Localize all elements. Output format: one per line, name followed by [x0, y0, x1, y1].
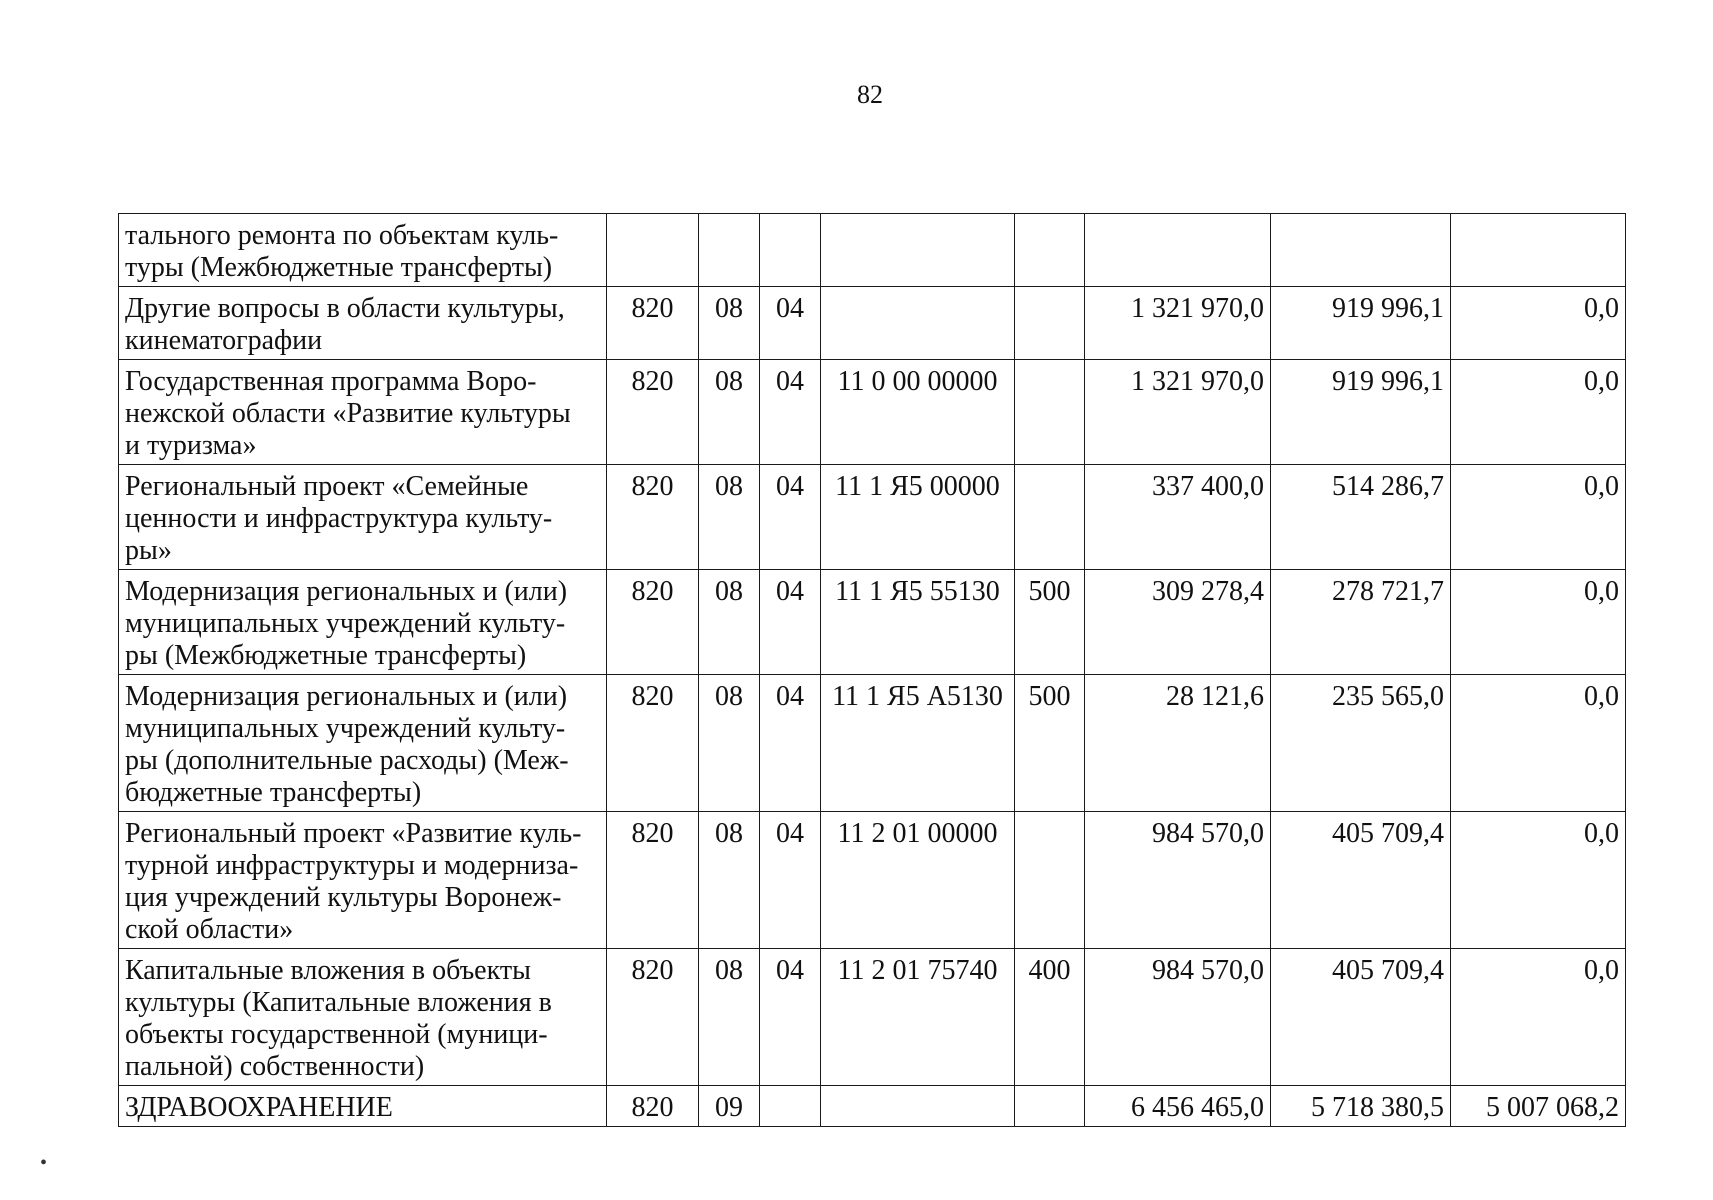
row-amount-2-cell: 405 709,4	[1271, 949, 1451, 1086]
row-admin-code-cell: 820	[607, 1086, 699, 1127]
row-subsection-code-cell: 04	[760, 812, 821, 949]
table-row	[119, 949, 1626, 1086]
budget-table	[118, 213, 1626, 1127]
row-admin-code-cell: 820	[607, 812, 699, 949]
row-amount-1-cell: 28 121,6	[1085, 675, 1271, 812]
row-amount-1-cell: 1 321 970,0	[1085, 360, 1271, 465]
row-amount-2-cell	[1271, 214, 1451, 287]
row-amount-2-cell: 919 996,1	[1271, 287, 1451, 360]
row-section-code-cell: 08	[699, 360, 760, 465]
table-row	[119, 675, 1626, 812]
row-name-cell: Модернизация региональных и (или) муниципальных учреждений культу- ры (Межбюджетные трансферты)	[119, 570, 607, 675]
row-target-article-cell: 11 1 Я5 55130	[821, 570, 1015, 675]
row-subsection-code-cell: 04	[760, 465, 821, 570]
row-expense-type-cell: 400	[1015, 949, 1085, 1086]
row-amount-3-cell: 0,0	[1451, 812, 1626, 949]
row-section-code-cell: 08	[699, 465, 760, 570]
row-name-cell: ЗДРАВООХРАНЕНИЕ	[119, 1086, 607, 1127]
row-subsection-code-cell: 04	[760, 360, 821, 465]
row-amount-2-cell: 278 721,7	[1271, 570, 1451, 675]
budget-table-body	[119, 214, 1626, 1127]
row-section-code-cell	[699, 214, 760, 287]
row-expense-type-cell	[1015, 1086, 1085, 1127]
row-amount-3-cell	[1451, 214, 1626, 287]
row-name-cell: Капитальные вложения в объекты культуры (Капитальные вложения в объекты государственной (муници- пальной) собственности)	[119, 949, 607, 1086]
row-amount-2-cell: 235 565,0	[1271, 675, 1451, 812]
row-name-cell: Региональный проект «Развитие куль- турной инфраструктуры и модерниза- ция учреждений культуры Воронеж- ской области»	[119, 812, 607, 949]
row-section-code-cell: 08	[699, 949, 760, 1086]
row-amount-3-cell: 0,0	[1451, 949, 1626, 1086]
row-subsection-code-cell: 04	[760, 570, 821, 675]
table-row	[119, 812, 1626, 949]
row-expense-type-cell	[1015, 360, 1085, 465]
row-target-article-cell: 11 0 00 00000	[821, 360, 1015, 465]
row-target-article-cell: 11 2 01 00000	[821, 812, 1015, 949]
row-subsection-code-cell: 04	[760, 949, 821, 1086]
row-amount-2-cell: 5 718 380,5	[1271, 1086, 1451, 1127]
row-name-cell: Другие вопросы в области культуры, кинематографии	[119, 287, 607, 360]
row-target-article-cell: 11 2 01 75740	[821, 949, 1015, 1086]
table-row	[119, 214, 1626, 287]
row-name-cell: Модернизация региональных и (или) муниципальных учреждений культу- ры (дополнительные расходы) (Меж- бюджетные трансферты)	[119, 675, 607, 812]
row-expense-type-cell	[1015, 214, 1085, 287]
row-amount-1-cell: 337 400,0	[1085, 465, 1271, 570]
row-amount-3-cell: 0,0	[1451, 465, 1626, 570]
row-expense-type-cell	[1015, 287, 1085, 360]
row-target-article-cell	[821, 287, 1015, 360]
table-row	[119, 570, 1626, 675]
row-admin-code-cell: 820	[607, 675, 699, 812]
row-expense-type-cell: 500	[1015, 570, 1085, 675]
row-amount-2-cell: 919 996,1	[1271, 360, 1451, 465]
row-target-article-cell: 11 1 Я5 00000	[821, 465, 1015, 570]
row-amount-1-cell: 984 570,0	[1085, 812, 1271, 949]
row-amount-3-cell: 5 007 068,2	[1451, 1086, 1626, 1127]
row-amount-1-cell: 309 278,4	[1085, 570, 1271, 675]
row-section-code-cell: 08	[699, 675, 760, 812]
scan-speck: •	[40, 1152, 48, 1174]
row-name-cell: Региональный проект «Семейные ценности и инфраструктура культу- ры»	[119, 465, 607, 570]
row-name-cell: тального ремонта по объектам куль- туры (Межбюджетные трансферты)	[119, 214, 607, 287]
row-amount-2-cell: 405 709,4	[1271, 812, 1451, 949]
row-expense-type-cell	[1015, 465, 1085, 570]
row-amount-2-cell: 514 286,7	[1271, 465, 1451, 570]
row-expense-type-cell: 500	[1015, 675, 1085, 812]
row-admin-code-cell: 820	[607, 465, 699, 570]
row-amount-1-cell	[1085, 214, 1271, 287]
row-subsection-code-cell	[760, 1086, 821, 1127]
row-target-article-cell	[821, 1086, 1015, 1127]
row-subsection-code-cell: 04	[760, 675, 821, 812]
page-number: 82	[857, 80, 883, 109]
row-section-code-cell: 08	[699, 287, 760, 360]
row-admin-code-cell: 820	[607, 360, 699, 465]
row-subsection-code-cell	[760, 214, 821, 287]
row-expense-type-cell	[1015, 812, 1085, 949]
row-admin-code-cell: 820	[607, 570, 699, 675]
row-section-code-cell: 08	[699, 570, 760, 675]
row-name-cell: Государственная программа Воро- нежской области «Развитие культуры и туризма»	[119, 360, 607, 465]
row-target-article-cell	[821, 214, 1015, 287]
row-amount-3-cell: 0,0	[1451, 675, 1626, 812]
row-admin-code-cell: 820	[607, 949, 699, 1086]
row-amount-3-cell: 0,0	[1451, 570, 1626, 675]
row-amount-1-cell: 1 321 970,0	[1085, 287, 1271, 360]
row-section-code-cell: 09	[699, 1086, 760, 1127]
row-amount-3-cell: 0,0	[1451, 360, 1626, 465]
row-amount-1-cell: 984 570,0	[1085, 949, 1271, 1086]
row-amount-1-cell: 6 456 465,0	[1085, 1086, 1271, 1127]
row-subsection-code-cell: 04	[760, 287, 821, 360]
row-admin-code-cell	[607, 214, 699, 287]
row-amount-3-cell: 0,0	[1451, 287, 1626, 360]
table-row	[119, 360, 1626, 465]
table-row	[119, 465, 1626, 570]
table-row	[119, 1086, 1626, 1127]
row-target-article-cell: 11 1 Я5 А5130	[821, 675, 1015, 812]
row-admin-code-cell: 820	[607, 287, 699, 360]
table-row	[119, 287, 1626, 360]
row-section-code-cell: 08	[699, 812, 760, 949]
